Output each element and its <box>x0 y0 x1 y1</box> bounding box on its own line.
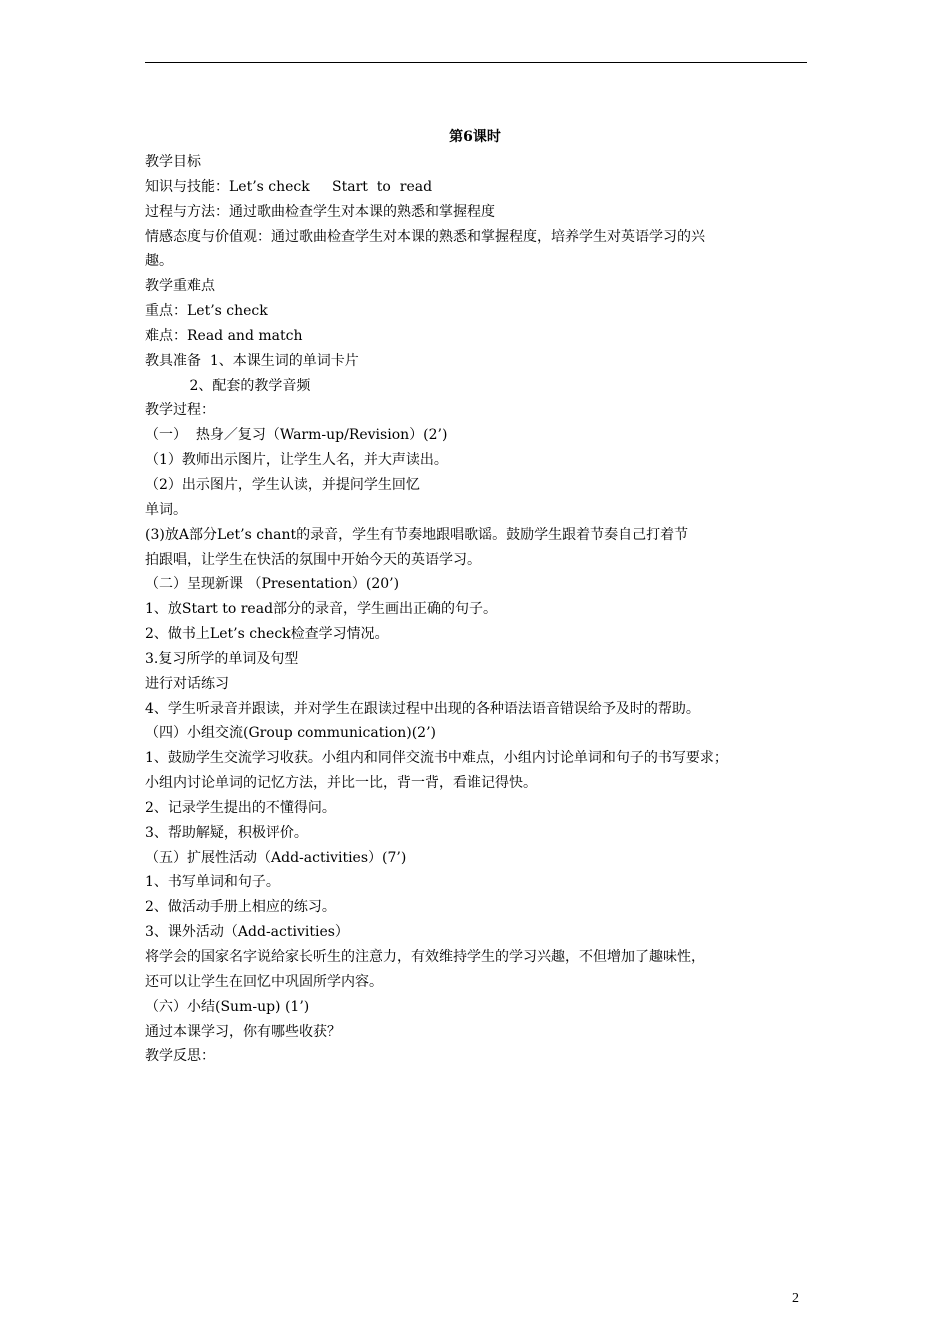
page-number: 2 <box>792 1291 799 1306</box>
text-line: 单词。 <box>145 501 187 518</box>
text-line: 进行对话练习 <box>145 675 229 692</box>
text-line: 教学过程： <box>145 402 215 419</box>
text-line: 3.复习所学的单词及句型 <box>145 650 299 667</box>
lesson-title: 第6课时 <box>449 129 501 145</box>
text-line: 教具准备 1、本课生词的单词卡片 <box>145 352 359 369</box>
text-line: 2、做书上Let’s check检查学习情况。 <box>145 626 389 643</box>
text-line: 小组内讨论单词的记忆方法，并比一比，背一背，看谁记得快。 <box>145 775 537 792</box>
text-line: 将学会的国家名字说给家长听生的注意力，有效维持学生的学习兴趣，不但增加了趣味性， <box>145 949 705 965</box>
text-line: 教学重难点 <box>145 278 215 295</box>
header-rule <box>145 62 807 63</box>
text-line: 教学目标 <box>145 154 201 170</box>
text-line: 2、配套的教学音频 <box>145 377 311 394</box>
text-line: （2）出示图片，学生认读，并提问学生回忆 <box>145 476 420 493</box>
text-line: 1、书写单词和句子。 <box>145 874 280 891</box>
text-line: (3)放A部分Let’s chant的录音，学生有节奏地跟唱歌谣。鼓励学生跟着节奏自己打着节 <box>145 526 689 543</box>
text-line: 拍跟唱，让学生在快活的氛围中开始今天的英语学习。 <box>145 551 481 568</box>
text-line: （一） 热身／复习（Warm-up/Revision）(2’) <box>145 427 448 444</box>
text-line: 1、鼓励学生交流学习收获。小组内和同伴交流书中难点，小组内讨论单词和句子的书写要求； <box>145 750 728 767</box>
text-line: （五）扩展性活动（Add-activities）(7’) <box>145 849 407 866</box>
text-line: 通过本课学习，你有哪些收获？ <box>145 1023 341 1040</box>
text-line: 还可以让学生在回忆中巩固所学内容。 <box>145 973 383 990</box>
text-line: 1、放Start to read部分的录音，学生画出正确的句子。 <box>145 601 498 618</box>
text-line: （六）小结(Sum-up) (1’) <box>145 998 310 1015</box>
text-line: （1）教师出示图片，让学生人名，并大声读出。 <box>145 452 448 469</box>
text-line: 3、帮助解疑，积极评价。 <box>145 824 308 841</box>
lesson-plan-body <box>145 150 815 1069</box>
text-line: 趣。 <box>145 253 173 270</box>
text-line: 4、学生听录音并跟读，并对学生在跟读过程中出现的各种语法语音错误给予及时的帮助。 <box>145 700 700 717</box>
text-line: 2、做活动手册上相应的练习。 <box>145 899 336 916</box>
text-line: 重点：Let’s check <box>145 303 268 320</box>
text-line: 教学反思： <box>145 1048 215 1065</box>
text-line: 难点：Read and match <box>145 327 303 344</box>
text-line: 过程与方法：通过歌曲检查学生对本课的熟悉和掌握程度 <box>145 203 495 220</box>
text-line: 知识与技能：Let’s check Start to read <box>145 178 433 195</box>
text-line: 3、课外活动（Add-activities） <box>145 924 349 941</box>
text-line: 2、记录学生提出的不懂得问。 <box>145 799 336 816</box>
text-line: （二）呈现新课 （Presentation）(20’) <box>145 576 400 593</box>
text-line: （四）小组交流(Group communication)(2’) <box>145 725 437 742</box>
text-line: 情感态度与价值观：通过歌曲检查学生对本课的熟悉和掌握程度，培养学生对英语学习的兴 <box>145 228 705 245</box>
